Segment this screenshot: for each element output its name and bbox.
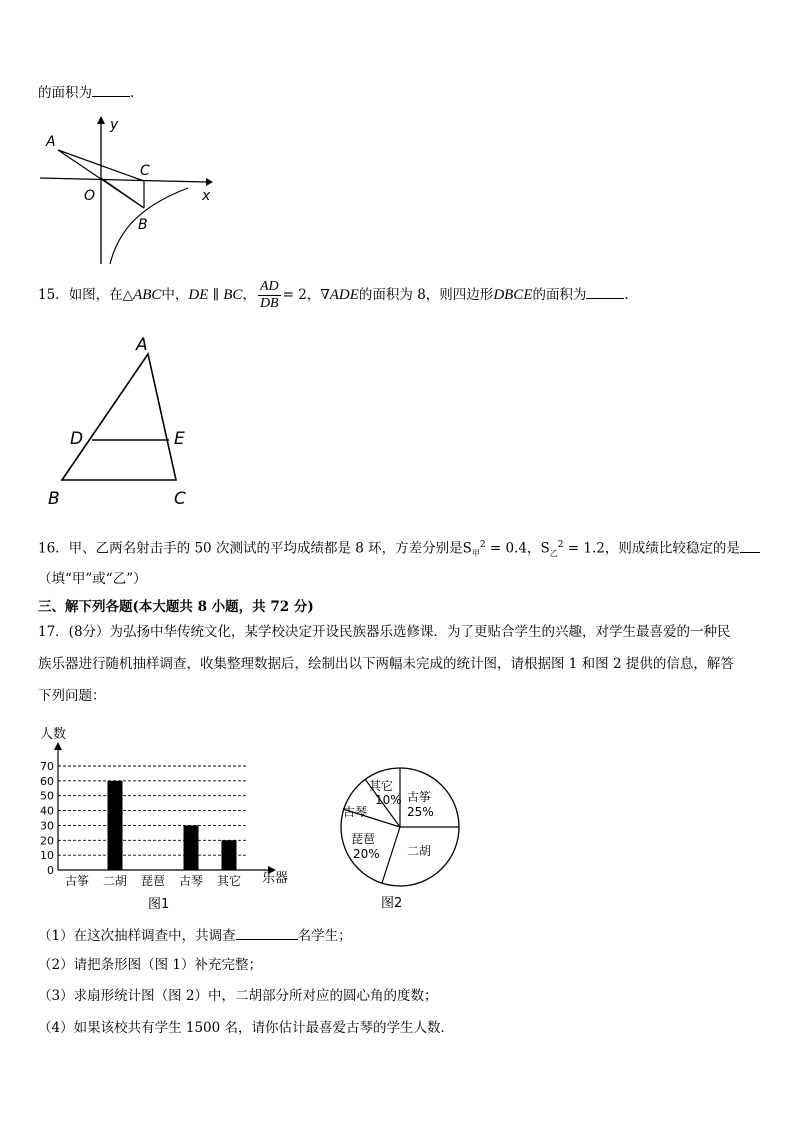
- pie-label-琵琶: 琵琶: [351, 832, 376, 846]
- x-axis-label: 乐器: [262, 871, 289, 886]
- label-b: B: [48, 489, 60, 509]
- q17-line3: 下列问题：: [38, 688, 106, 704]
- y-tick-label: 50: [40, 789, 54, 803]
- q15-question: 15．如图，在△ABC中，DE ∥ BC， $\frac{AD}{DB}$ = 2，∇ADE的面积为 8，则四边形DBCE的面积为 .: [38, 279, 629, 311]
- y-tick-label: 70: [40, 760, 54, 773]
- label-y: y: [110, 117, 119, 133]
- q17-line2: 族乐器进行随机抽样调查，收集整理数据后，绘制出以下两幅未完成的统计图，请根据图 1 和图 2 提供的信息，解答: [38, 656, 734, 672]
- section-3-heading: 三、解下列各题(本大题共 8 小题，共 72 分): [38, 599, 314, 615]
- y-tick-label: 0: [47, 864, 54, 877]
- q14-figure: [38, 112, 218, 267]
- x-tick-label: 二胡: [102, 874, 128, 888]
- label-a: A: [46, 134, 56, 150]
- y-tick-label: 30: [40, 819, 54, 833]
- y-axis-arrow: [54, 742, 62, 750]
- pie-label-二胡: 二胡: [407, 844, 432, 858]
- y-axis-label: 人数: [40, 727, 67, 742]
- y-tick-label: 60: [40, 774, 54, 788]
- x-tick-label: 古琴: [178, 874, 204, 888]
- q17-sub2: （2）请把条形图（图 1）补充完整；: [38, 957, 262, 973]
- q17-line1: 17．(8分）为弘扬中华传统文化，某学校决定开设民族器乐选修课．为了更贴合学生的兴趣，对学生最喜爱的一种民: [38, 624, 731, 640]
- y-tick-label: 10: [40, 849, 54, 863]
- q17-sub3: （3）求扇形统计图（图 2）中，二胡部分所对应的圆心角的度数；: [38, 988, 438, 1004]
- label-o: O: [84, 188, 96, 204]
- x-tick-label: 琵琶: [140, 874, 166, 888]
- q16-line1: 16．甲、乙两名射击手的 50 次测试的平均成绩都是 8 环，方差分别是$S_甲^2 = 0.4$，$S_乙^2 = 1.2$，则成绩比较稳定的是: [38, 535, 760, 564]
- bar-其它: [222, 840, 237, 870]
- q16-line2: （填“甲”或“乙”）: [38, 571, 147, 587]
- chart-title: 图2: [381, 896, 403, 911]
- label-d: D: [70, 429, 84, 449]
- label-e: E: [174, 429, 185, 449]
- label-x: x: [202, 188, 211, 204]
- fraction-ad-db: $\frac{AD}{DB}$: [259, 279, 279, 311]
- label-c: C: [174, 489, 186, 509]
- pie-label-古筝: 古筝: [407, 790, 432, 804]
- pie-value-琵琶: 20%: [353, 847, 380, 861]
- label-a: A: [136, 335, 148, 355]
- q17-sub1: （1）在这次抽样调查中，共调查 名学生；: [38, 925, 352, 946]
- bar-古琴: [184, 825, 199, 870]
- pie-label-古琴: 古琴: [343, 805, 368, 819]
- pie-chart-figure2: [335, 765, 465, 915]
- bar-二胡: [108, 781, 123, 870]
- pie-value-其它: 10%: [375, 793, 402, 807]
- bar-chart-figure1: [30, 722, 300, 914]
- answer-blank: [92, 82, 130, 97]
- answer-blank: [236, 925, 298, 940]
- answer-blank: [586, 284, 624, 299]
- answer-blank: [740, 538, 760, 553]
- x-tick-label: 古筝: [64, 874, 90, 888]
- q14-tail-line: 的面积为 .: [38, 82, 134, 103]
- label-b: B: [138, 217, 148, 233]
- x-tick-label: 其它: [216, 874, 242, 888]
- q17-sub4: （4）如果该校共有学生 1500 名，请你估计最喜爱古琴的学生人数．: [38, 1020, 455, 1036]
- chart-title: 图1: [148, 897, 170, 912]
- label-c: C: [140, 163, 150, 179]
- y-tick-label: 20: [40, 834, 54, 848]
- y-tick-label: 40: [40, 804, 54, 818]
- q15-figure: [40, 330, 200, 515]
- pie-value-古筝: 25%: [407, 805, 434, 819]
- pie-label-其它: 其它: [369, 779, 394, 793]
